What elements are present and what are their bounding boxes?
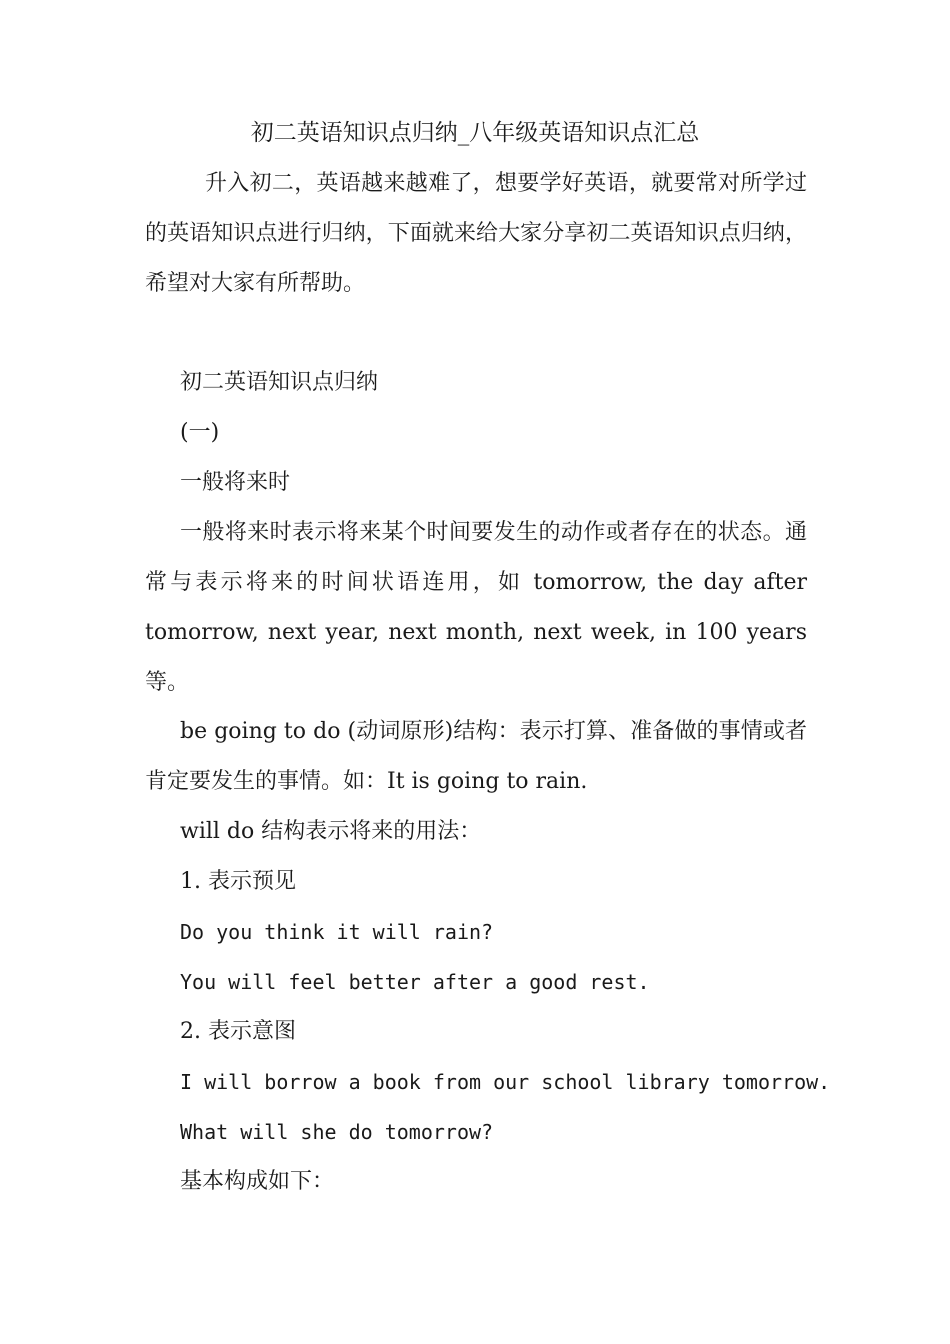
point-1: 1. 表示预见 bbox=[180, 869, 296, 894]
example-3: I will borrow a book from our school library tomorrow. bbox=[180, 1070, 831, 1094]
definition-paragraph: 一般将来时表示将来某个时间要发生的动作或者存在的状态。通常与表示将来的时间状语连用，如 tomorrow, the day after tomorrow, next year, next month, next week, in 100 years 等。 bbox=[145, 520, 807, 695]
topic-heading: 一般将来时 bbox=[180, 470, 291, 495]
section-number: (一) bbox=[180, 420, 220, 445]
will-do-line: will do 结构表示将来的用法： bbox=[180, 819, 482, 844]
intro-paragraph: 升入初二，英语越来越难了，想要学好英语，就要常对所学过的英语知识点进行归纳，下面就来给大家分享初二英语知识点归纳，希望对大家有所帮助。 bbox=[145, 171, 807, 296]
point-2: 2. 表示意图 bbox=[180, 1019, 296, 1044]
example-4: What will she do tomorrow? bbox=[180, 1120, 494, 1144]
example-2: You will feel better after a good rest. bbox=[180, 970, 650, 994]
be-going-to-paragraph: be going to do (动词原形)结构：表示打算、准备做的事情或者肯定要发生的事情。如：It is going to rain. bbox=[145, 719, 807, 794]
document-title: 初二英语知识点归纳_八年级英语知识点汇总 bbox=[250, 120, 700, 146]
section-heading: 初二英语知识点归纳 bbox=[180, 370, 379, 395]
structure-line: 基本构成如下： bbox=[180, 1169, 335, 1194]
example-1: Do you think it will rain? bbox=[180, 920, 494, 944]
